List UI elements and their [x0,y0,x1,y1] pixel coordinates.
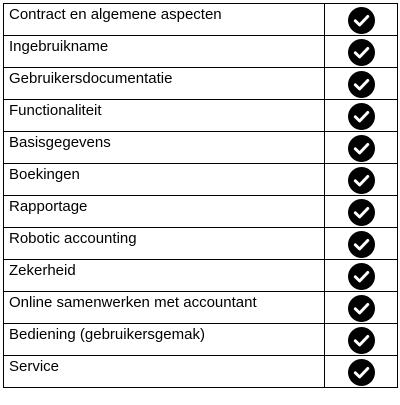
check-circle-icon [325,71,397,98]
table-row [4,292,398,324]
row-label-cell [4,196,325,228]
row-label-cell [4,228,325,260]
row-label: Gebruikersdocumentatie [9,70,173,87]
row-label-cell [4,324,325,356]
table-row [4,36,398,68]
check-circle-icon [325,327,397,354]
row-label-cell [4,36,325,68]
check-cell [325,68,398,100]
check-circle-icon [325,263,397,290]
check-cell [325,228,398,260]
check-cell [325,4,398,36]
table-row [4,164,398,196]
check-cell [325,292,398,324]
row-label: Robotic accounting [9,230,137,247]
table-row [4,324,398,356]
table-row [4,260,398,292]
check-cell [325,100,398,132]
check-circle-icon [325,135,397,162]
row-label: Online samenwerken met accountant [9,294,257,311]
row-label-cell [4,132,325,164]
check-circle-icon [325,167,397,194]
checklist-table [3,3,398,388]
check-circle-icon [325,7,397,34]
table-row [4,356,398,388]
row-label-cell [4,292,325,324]
row-label: Service [9,358,60,375]
row-label-cell [4,164,325,196]
row-label: Ingebruikname [9,38,109,55]
table-row [4,132,398,164]
row-label: Contract en algemene aspecten [9,6,222,23]
check-circle-icon [325,359,397,386]
row-label-cell [4,356,325,388]
row-label-cell [4,260,325,292]
table-row [4,68,398,100]
row-label-cell [4,100,325,132]
check-circle-icon [325,39,397,66]
row-label: Boekingen [9,166,80,183]
check-cell [325,260,398,292]
check-cell [325,196,398,228]
check-cell [325,356,398,388]
row-label-cell [4,4,325,36]
table-row [4,100,398,132]
row-label: Bediening (gebruikersgemak) [9,326,205,343]
row-label: Rapportage [9,198,88,215]
table-row [4,196,398,228]
check-circle-icon [325,103,397,130]
check-cell [325,36,398,68]
row-label-cell [4,68,325,100]
check-cell [325,132,398,164]
check-cell [325,324,398,356]
table-row [4,228,398,260]
check-circle-icon [325,295,397,322]
check-circle-icon [325,199,397,226]
table-row [4,4,398,36]
row-label: Functionaliteit [9,102,102,119]
row-label: Zekerheid [9,262,76,279]
row-label: Basisgegevens [9,134,111,151]
checklist-body [4,4,398,388]
check-circle-icon [325,231,397,258]
check-cell [325,164,398,196]
